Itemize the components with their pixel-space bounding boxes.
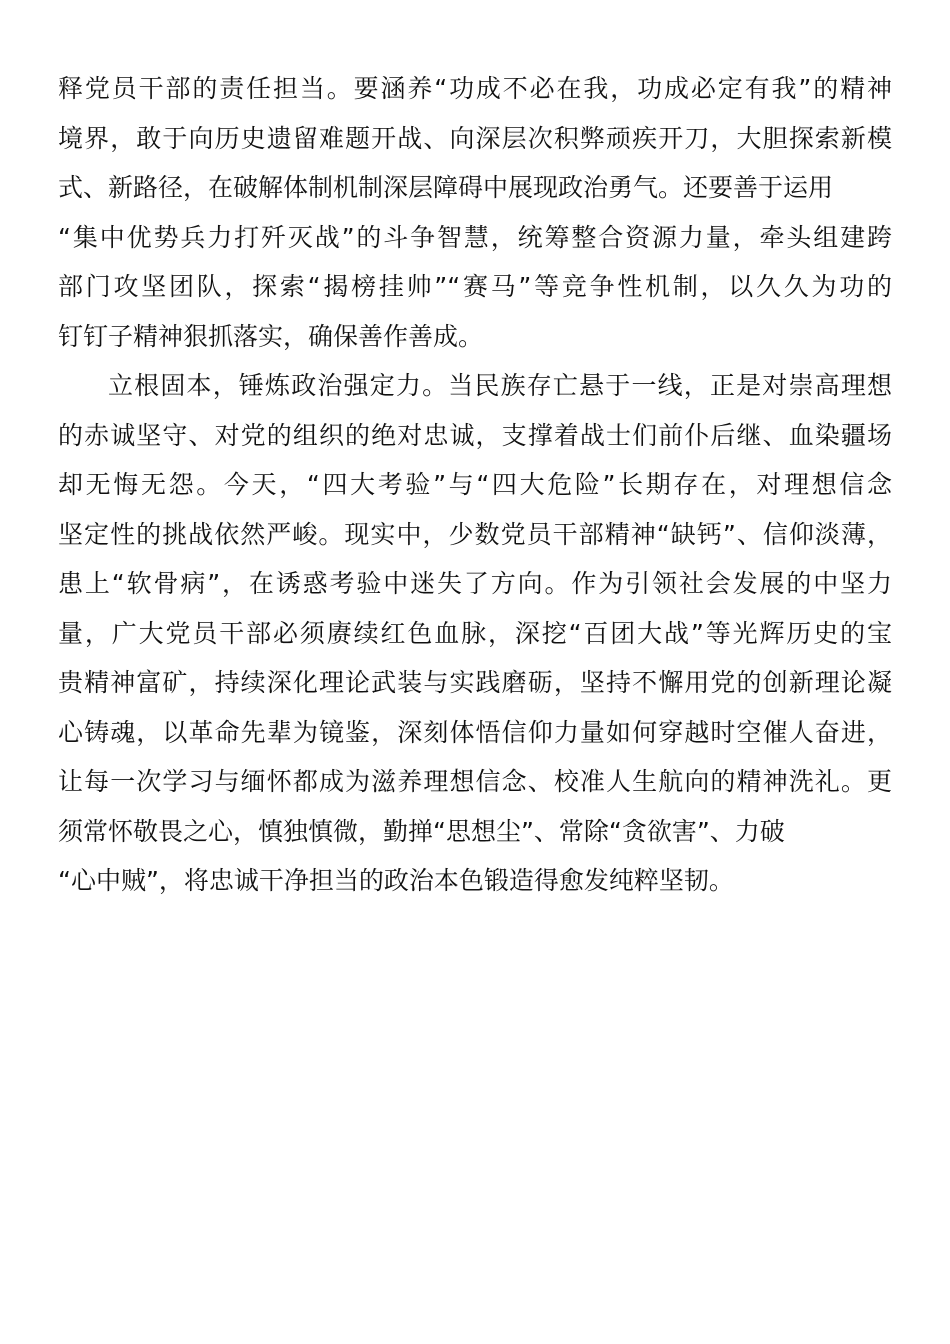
paragraph-line: 钉钉子精神狠抓落实，确保善作善成。 <box>58 321 484 351</box>
paragraph-line: 让每一次学习与缅怀都成为滋养理想信念、校准人生航向的精神洗礼。更 <box>58 767 892 796</box>
paragraph-line: 心铸魂，以革命先辈为镜鉴，深刻体悟信仰力量如何穿越时空催人奋进， <box>58 717 892 747</box>
paragraph-line: 释党员干部的责任担当。要涵养“功成不必在我，功成必定有我”的精神 <box>58 74 892 103</box>
paragraph-line: “心中贼”，将忠诚干净担当的政治本色锻造得愈发纯粹坚韧。 <box>58 866 734 895</box>
paragraph-line: 境界，敢于向历史遗留难题开战、向深层次积弊顽疾开刀，大胆探索新模 <box>58 123 892 153</box>
paragraph-line: “集中优势兵力打歼灭战”的斗争智慧，统筹整合资源力量，牵头组建跨 <box>58 222 892 252</box>
document-body <box>58 64 892 906</box>
paragraph-line: 患上“软骨病”，在诱惑考验中迷失了方向。作为引领社会发展的中坚力 <box>58 569 892 598</box>
paragraph-line: 坚定性的挑战依然严峻。现实中，少数党员干部精神“缺钙”、信仰淡薄， <box>58 519 892 549</box>
paragraph-line: 部门攻坚团队，探索“揭榜挂帅”“赛马”等竞争性机制，以久久为功的 <box>58 272 892 301</box>
paragraph-line: 却无悔无怨。今天，“四大考验”与“四大危险”长期存在，对理想信念 <box>58 470 892 499</box>
paragraph-2 <box>58 361 892 906</box>
paragraph-line: 的赤诚坚守、对党的组织的绝对忠诚，支撑着战士们前仆后继、血染疆场 <box>58 420 892 450</box>
paragraph-line: 贵精神富矿，持续深化理论武装与实践磨砺，坚持不懈用党的创新理论凝 <box>58 668 892 697</box>
paragraph-line: 量，广大党员干部必须赓续红色血脉，深挖“百团大战”等光辉历史的宝 <box>58 618 892 648</box>
paragraph-1 <box>58 64 892 361</box>
paragraph-line: 立根固本，锤炼政治强定力。当民族存亡悬于一线，正是对崇高理想 <box>108 371 892 400</box>
paragraph-line: 须常怀敬畏之心，慎独慎微，勤掸“思想尘”、常除“贪欲害”、力破 <box>58 816 785 846</box>
paragraph-line: 式、新路径，在破解体制机制深层障碍中展现政治勇气。还要善于运用 <box>58 173 834 202</box>
